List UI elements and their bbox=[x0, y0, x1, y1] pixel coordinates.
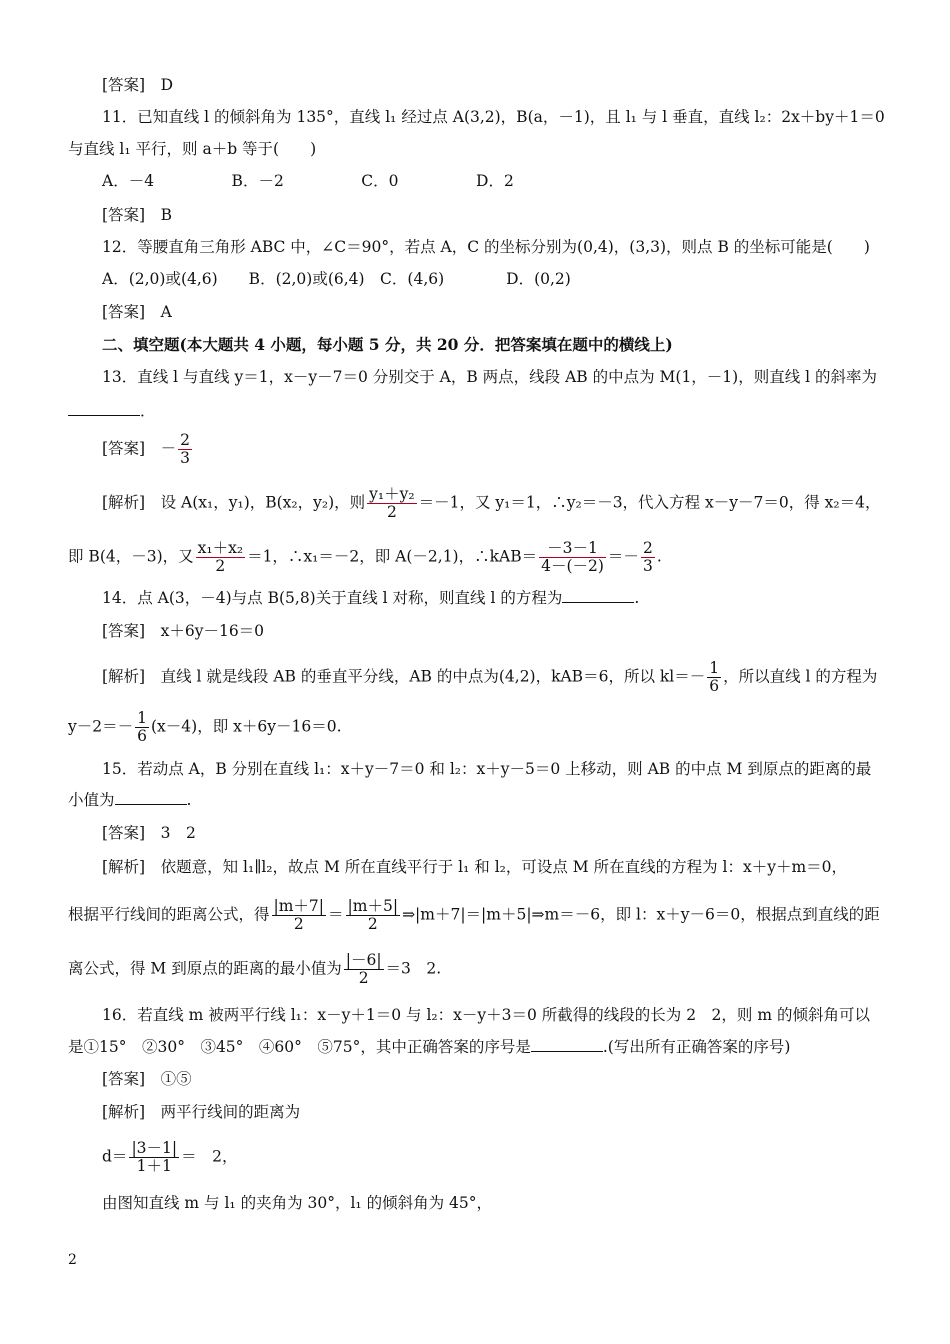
solution-16-line-3: 由图知直线 m 与 l₁ 的夹角为 30°，l₁ 的倾斜角为 45°， bbox=[102, 1194, 492, 1212]
section-heading: 二、填空题(本大题共 4 小题，每小题 5 分，共 20 分．把答案填在题中的横线上) bbox=[102, 335, 673, 354]
answer-blank bbox=[562, 588, 634, 603]
question-15-line-1: 15．若动点 A，B 分别在直线 l₁：x＋y－7＝0 和 l₂：x＋y－5＝0 上移动，则 AB 的中点 M 到原点的距离的最 bbox=[102, 760, 872, 778]
solution-13-line-1: [解析] 设 A(x₁，y₁)，B(x₂，y₂)，则 $\frac{\text{y₁＋y₂}}{2}$ ＝－1，又 y₁＝1，∴y₂＝－3，代入方程 x－y－7＝0，得 x₂＝4， bbox=[102, 485, 881, 521]
answer-12: [答案] A bbox=[102, 303, 172, 321]
question-14: 14．点 A(3，－4)与点 B(5,8)关于直线 l 对称，则直线 l 的方程为 . bbox=[102, 589, 640, 607]
answer-14: [答案] x＋6y－16＝0 bbox=[102, 622, 265, 640]
fraction: $\frac{|m+5|}{2}$ bbox=[347, 897, 399, 933]
question-16-line-2: 是①15° ②30° ③45° ④60° ⑤75°，其中正确答案的序号是 .(写出所有正确答案的序号) bbox=[68, 1038, 791, 1056]
answer-blank bbox=[115, 790, 187, 805]
fraction: $\frac{-3-1}{4-(-2)}$ bbox=[541, 539, 604, 575]
fraction: $\frac{|-6|}{2}$ bbox=[345, 951, 382, 987]
solution-15-line-1: [解析] 依题意，知 l₁∥l₂，故点 M 所在直线平行于 l₁ 和 l₂，可设点 M 所在直线的方程为 l：x＋y＋m＝0， bbox=[102, 858, 848, 876]
fraction: $\frac{|m+7|}{2}$ bbox=[273, 897, 325, 933]
answer-10: [答案] D bbox=[102, 76, 174, 94]
question-13-line-1: 13．直线 l 与直线 y＝1，x－y－7＝0 分别交于 A，B 两点，线段 AB 的中点为 M(1，－1)，则直线 l 的斜率为 bbox=[102, 368, 878, 386]
answer-blank bbox=[531, 1037, 603, 1052]
question-15-line-2: 小值为 . bbox=[68, 791, 192, 809]
solution-13-line-2: 即 B(4，－3)，又 $\frac{\text{x₁＋x₂}}{2}$ ＝1，∴x₁＝－2，即 A(－2,1)，∴kAB＝ $\frac{-3-1}{4-(-2)}$ ＝－ $\frac{2}{3}$ . bbox=[68, 539, 662, 575]
question-13-line-2: ． bbox=[68, 400, 156, 422]
answer-15: [答案] 3 2 bbox=[102, 824, 196, 842]
fraction: $\frac{1}{6}$ bbox=[709, 659, 720, 695]
question-11-line-2: 与直线 l₁ 平行，则 a＋b 等于( ) bbox=[68, 140, 317, 158]
solution-15-line-3: 离公式，得 M 到原点的距离的最小值为 $\frac{|-6|}{2}$ ＝3 2. bbox=[68, 951, 442, 987]
page-number: 2 bbox=[68, 1252, 77, 1268]
answer-16: [答案] ①⑤ bbox=[102, 1070, 192, 1088]
fraction: $\frac{|3-1|}{1+1}$ bbox=[131, 1139, 178, 1175]
solution-14-line-1: [解析] 直线 l 就是线段 AB 的垂直平分线，AB 的中点为(4,2)，kAB＝6，所以 kl＝－ $\frac{1}{6}$ ，所以直线 l 的方程为 bbox=[102, 659, 878, 695]
distance-formula: d＝ $\frac{|3-1|}{1+1}$ ＝ 2， bbox=[102, 1139, 238, 1175]
answer-11: [答案] B bbox=[102, 206, 172, 224]
question-11-line-1: 11．已知直线 l 的倾斜角为 135°，直线 l₁ 经过点 A(3,2)，B(a，－1)，且 l₁ 与 l 垂直，直线 l₂：2x＋by＋1＝0 bbox=[102, 108, 885, 126]
answer-13: [答案] － $\frac{2}{3}$ bbox=[102, 431, 190, 467]
question-12: 12．等腰直角三角形 ABC 中，∠C＝90°，若点 A，C 的坐标分别为(0,4)，(3,3)，则点 B 的坐标可能是( ) bbox=[102, 238, 870, 256]
question-12-options: A．(2,0)或(4,6) B．(2,0)或(6,4) C．(4,6) D．(0,2) bbox=[102, 270, 571, 288]
answer-blank bbox=[68, 401, 140, 416]
solution-16-line-1: [解析] 两平行线间的距离为 bbox=[102, 1103, 301, 1121]
fraction: $\frac{2}{3}$ bbox=[642, 539, 653, 575]
question-16-line-1: 16．若直线 m 被两平行线 l₁：x－y＋1＝0 与 l₂：x－y＋3＝0 所截得的线段的长为 2 2，则 m 的倾斜角可以 bbox=[102, 1006, 870, 1024]
question-11-options: A．－4 B．－2 C．0 D．2 bbox=[102, 172, 514, 190]
solution-14-line-2: y－2＝－ $\frac{1}{6}$ (x－4)，即 x＋6y－16＝0. bbox=[68, 709, 342, 745]
fraction: $\frac{\text{y₁＋y₂}}{2}$ bbox=[369, 485, 415, 521]
fraction: $\frac{\text{x₁＋x₂}}{2}$ bbox=[197, 539, 244, 575]
solution-15-line-2: 根据平行线间的距离公式，得 $\frac{|m+7|}{2}$ ＝ $\frac{|m+5|}{2}$ ⇒|m＋7|＝|m＋5|⇒m＝－6，即 l：x＋y－6＝0，根据点到直线的距 bbox=[68, 897, 880, 933]
fraction: $\frac{2}{3}$ bbox=[180, 431, 190, 467]
fraction: $\frac{1}{6}$ bbox=[137, 709, 147, 745]
